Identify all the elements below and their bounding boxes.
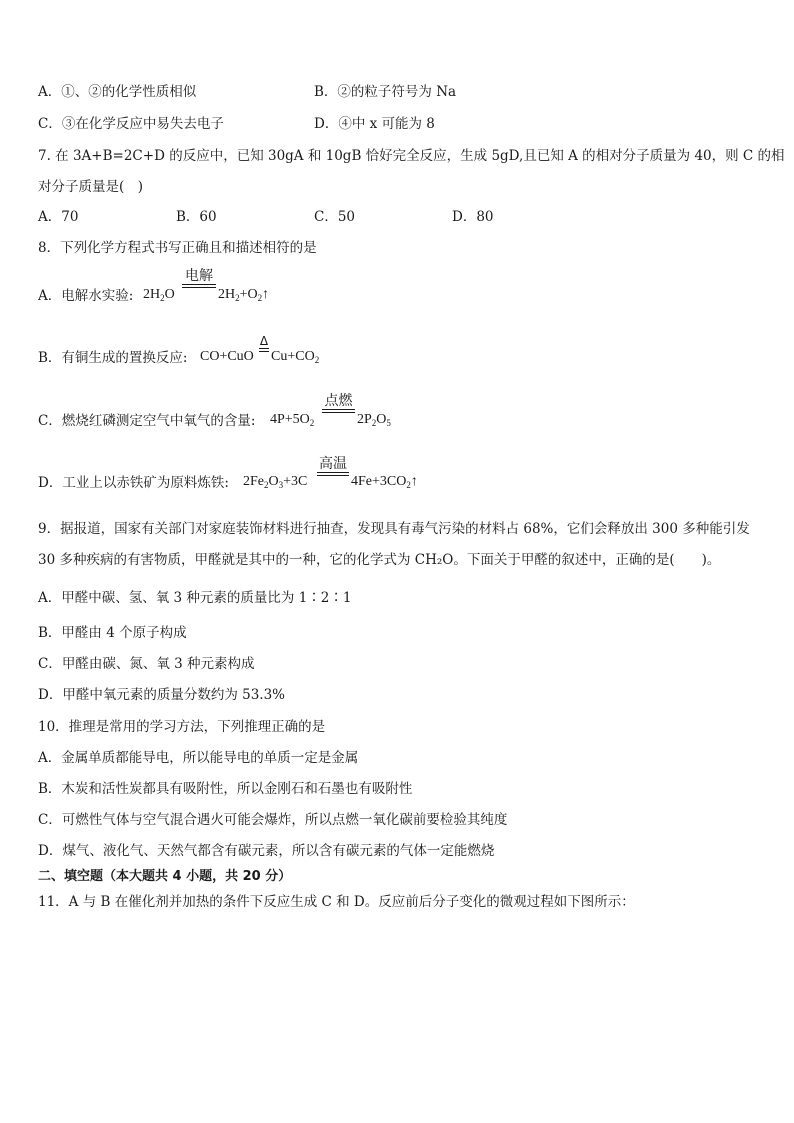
q9-option-b: B．甲醛由 4 个原子构成 <box>38 625 187 641</box>
q7-option-d: D．80 <box>452 209 494 225</box>
q10-stem: 10．推理是常用的学习方法，下列推理正确的是 <box>38 719 326 735</box>
equals-sign-icon <box>182 284 216 288</box>
q9-option-a: A．甲醛中碳、氢、氧 3 种元素的质量比为 1∶2∶1 <box>38 590 352 606</box>
equals-sign-icon <box>259 348 269 352</box>
q8-option-d-product: $4Fe+3CO_2↑$ <box>351 474 418 490</box>
q6-option-a: A．①、②的化学性质相似 <box>38 84 197 100</box>
q8-option-b-condition <box>258 334 270 352</box>
q10-option-d: D．煤气、液化气、天然气都含有碳元素，所以含有碳元素的气体一定能燃烧 <box>38 843 495 859</box>
q8-option-b-label: B．有铜生成的置换反应: <box>38 350 188 366</box>
q8-option-a-reactant: $2H_2O$ <box>143 287 175 303</box>
q7-stem-line2: 对分子质量是( ) <box>38 179 144 195</box>
q8-option-c-reactant: $4P+5O_2$ <box>270 412 315 428</box>
q8-option-c-label: C．燃烧红磷测定空气中氧气的含量: <box>38 413 256 429</box>
q11-stem: 11．A 与 B 在催化剂并加热的条件下反应生成 C 和 D。反应前后分子变化的微观过程如下图所示： <box>38 894 635 910</box>
q8-option-b-product: $Cu+CO_2$ <box>271 349 320 365</box>
q8-option-a-product: $2H_2+O_2↑$ <box>218 287 270 303</box>
equals-sign-icon <box>317 472 349 476</box>
q9-option-d: D．甲醛中氧元素的质量分数约为 53.3% <box>38 687 286 703</box>
q8-option-d-condition-text: 高温 <box>319 456 347 472</box>
q8-stem: 8．下列化学方程式书写正确且和描述相符的是 <box>38 240 317 256</box>
q8-option-a-condition <box>181 268 217 288</box>
q8-option-d-reactant: $2Fe_2O_3+3C$ <box>243 474 308 490</box>
q8-option-c-condition <box>321 393 356 413</box>
q8-option-b-condition-text: Δ <box>259 334 269 348</box>
q8-option-c-product: $2P_2O_5$ <box>357 412 391 428</box>
q7-stem-line1: 7. 在 3A+B=2C+D 的反应中，已知 30gA 和 10gB 恰好完全反应，生成 5gD,且已知 A 的相对分子质量为 40，则 C 的相 <box>38 148 785 164</box>
equals-sign-icon <box>322 409 355 413</box>
q8-option-d-condition <box>316 456 350 476</box>
q10-option-c: C．可燃性气体与空气混合遇火可能会爆炸，所以点燃一氧化碳前要检验其纯度 <box>38 812 508 828</box>
q8-option-c-condition-text: 点燃 <box>324 393 353 409</box>
section-heading: 二、填空题（本大题共 4 小题，共 20 分） <box>38 869 292 884</box>
q6-option-d: D．④中 x 可能为 8 <box>314 116 435 132</box>
q9-option-c: C．甲醛由碳、氮、氧 3 种元素构成 <box>38 656 255 672</box>
q8-option-a-condition-text: 电解 <box>185 268 213 284</box>
q7-option-a: A．70 <box>38 209 79 225</box>
q9-stem-line2: 30 多种疾病的有害物质，甲醛就是其中的一种，它的化学式为 CH₂O。下面关于甲醛的叙述中，正确的是( )。 <box>38 552 721 568</box>
q6-option-b: B．②的粒子符号为 Na <box>314 84 457 100</box>
q7-option-c: C．50 <box>314 209 356 225</box>
q8-option-b-reactant: CO+CuO <box>200 349 254 364</box>
q10-option-a: A．金属单质都能导电，所以能导电的单质一定是金属 <box>38 750 359 766</box>
q9-stem-line1: 9．据报道，国家有关部门对家庭装饰材料进行抽查，发现具有毒气污染的材料占 68%，它们会释放出 300 多种能引发 <box>38 521 750 537</box>
q8-option-a-label: A．电解水实验: <box>38 288 134 304</box>
q7-option-b: B．60 <box>176 209 217 225</box>
q6-option-c: C．③在化学反应中易失去电子 <box>38 116 224 132</box>
q10-option-b: B．木炭和活性炭都具有吸附性，所以金刚石和石墨也有吸附性 <box>38 781 413 797</box>
q8-option-d-label: D．工业上以赤铁矿为原料炼铁: <box>38 475 229 491</box>
